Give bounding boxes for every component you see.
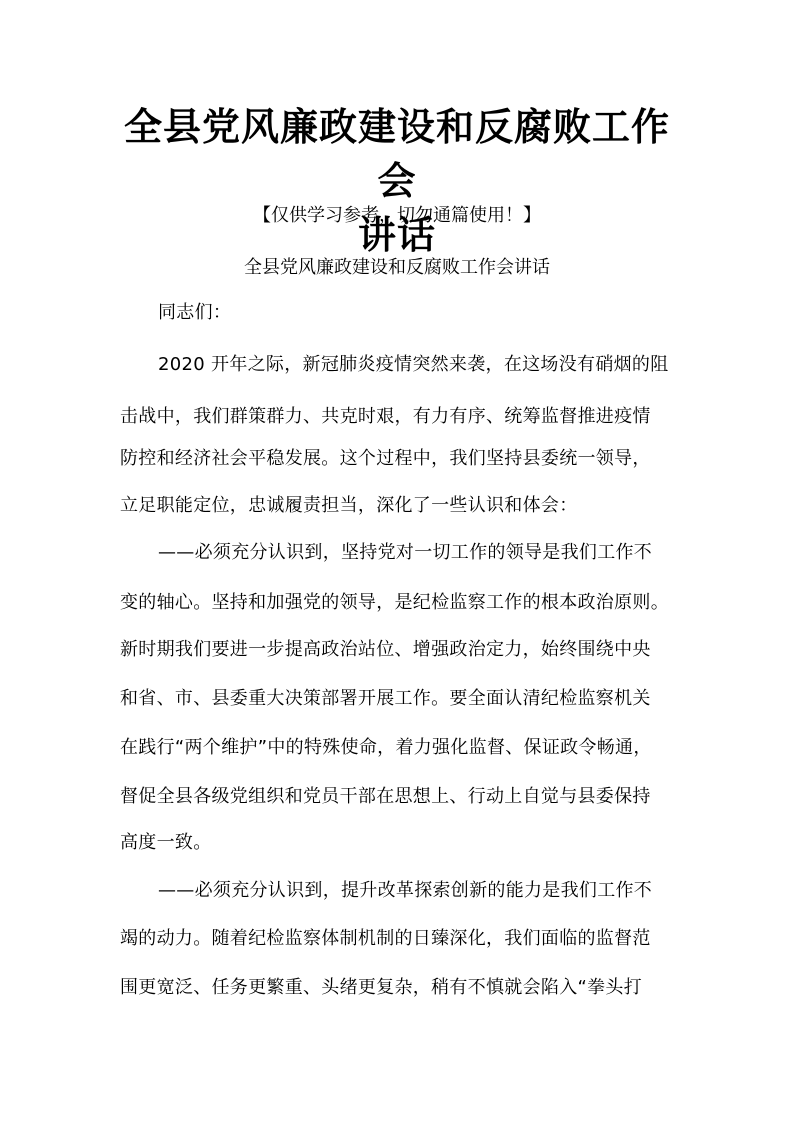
paragraph-line: 2020 开年之际，新冠肺炎疫情突然来袭，在这场没有硝烟的阻 <box>158 354 669 375</box>
paragraph-line: 督促全县各级党组织和党员干部在思想上、行动上自觉与县委保持 <box>120 786 651 807</box>
title-line-2: 讲话 <box>357 213 436 257</box>
paragraph-line: 和省、市、县委重大决策部署开展工作。要全面认清纪检监察机关 <box>120 688 651 709</box>
page-title <box>120 100 674 262</box>
subtitle: 全县党风廉政建设和反腐败工作会讲话 <box>244 257 550 278</box>
title-line-1: 全县党风廉政建设和反腐败工作会 <box>123 105 670 203</box>
paragraph-line: 围更宽泛、任务更繁重、头绪更复杂，稍有不慎就会陷入“拳头打 <box>120 977 643 998</box>
paragraph-line: ——必须充分认识到，提升改革探索创新的能力是我们工作不 <box>158 880 653 901</box>
paragraph-line: 击战中，我们群策群力、共克时艰，有力有序、统筹监督推进疫情 <box>120 406 651 427</box>
paragraph-line: 变的轴心。坚持和加强党的领导，是纪检监察工作的根本政治原则。 <box>120 592 669 613</box>
paragraph-line: ——必须充分认识到，坚持党对一切工作的领导是我们工作不 <box>158 542 653 563</box>
paragraph-line: 防控和经济社会平稳发展。这个过程中，我们坚持县委统一领导， <box>120 448 651 469</box>
paragraph-line: 高度一致。 <box>120 832 212 853</box>
salutation: 同志们： <box>158 302 232 323</box>
paragraph-line: 在践行“两个维护”中的特殊使命，着力强化监督、保证政令畅通， <box>120 737 652 758</box>
paragraph-line: 新时期我们要进一步提高政治站位、增强政治定力，始终围绕中央 <box>120 639 651 660</box>
paragraph-line: 立足职能定位，忠诚履责担当，深化了一些认识和体会： <box>120 495 578 516</box>
paragraph-line: 竭的动力。随着纪检监察体制机制的日臻深化，我们面临的监督范 <box>120 928 651 949</box>
disclaimer: 【仅供学习参考，切勿通篇使用！】 <box>253 205 541 226</box>
